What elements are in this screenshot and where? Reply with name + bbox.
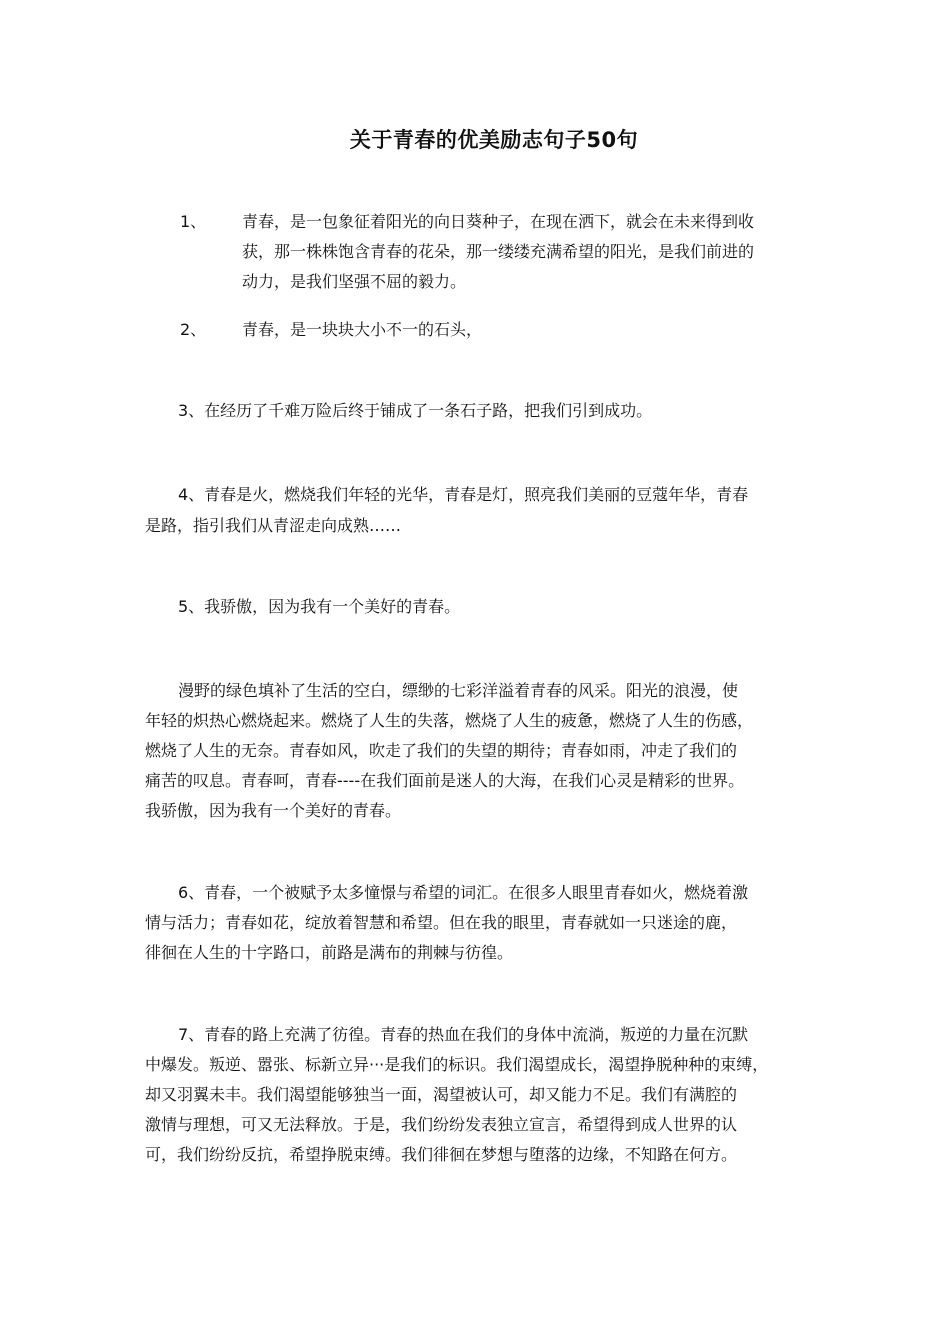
item-1-line: 动力，是我们坚强不屈的毅力。 <box>242 272 467 291</box>
item-1-line: 青春，是一包象征着阳光的向日葵种子，在现在洒下，就会在未来得到收 <box>242 212 755 231</box>
item-5-text: 5、我骄傲，因为我有一个美好的青春。 <box>178 597 461 616</box>
paragraph-line: 我骄傲，因为我有一个美好的青春。 <box>145 801 402 820</box>
paragraph-line: 漫野的绿色填补了生活的空白，缥缈的七彩洋溢着青春的风采。阳光的浪漫，使 <box>178 681 739 700</box>
item-6-line: 情与活力；青春如花，绽放着智慧和希望。但在我的眼里，青春就如一只迷途的鹿， <box>145 913 738 932</box>
paragraph-line: 燃烧了人生的无奈。青春如风，吹走了我们的失望的期待；青春如雨，冲走了我们的 <box>145 741 738 760</box>
item-7-line: 中爆发。叛逆、嚣张、标新立异···是我们的标识。我们渴望成长，渴望挣脱种种的束缚， <box>145 1055 769 1074</box>
item-1-number: 1、 <box>180 212 207 231</box>
item-4-line: 是路，指引我们从青涩走向成熟…… <box>145 516 402 535</box>
item-1-line: 获，那一株株饱含青春的花朵，那一缕缕充满希望的阳光，是我们前进的 <box>242 242 755 261</box>
item-7-line: 7、青春的路上充满了彷徨。青春的热血在我们的身体中流淌，叛逆的力量在沉默 <box>178 1025 749 1044</box>
item-7-line: 却又羽翼未丰。我们渴望能够独当一面，渴望被认可，却又能力不足。我们有满腔的 <box>145 1085 738 1104</box>
item-4-line: 4、青春是火，燃烧我们年轻的光华，青春是灯，照亮我们美丽的豆蔻年华，青春 <box>178 485 749 504</box>
item-7-line: 可，我们纷纷反抗，希望挣脱束缚。我们徘徊在梦想与堕落的边缘，不知路在何方。 <box>145 1145 738 1164</box>
paragraph-line: 年轻的炽热心燃烧起来。燃烧了人生的失落，燃烧了人生的疲惫，燃烧了人生的伤感， <box>145 711 754 730</box>
item-7-line: 激情与理想，可又无法释放。于是，我们纷纷发表独立宣言，希望得到成人世界的认 <box>145 1115 738 1134</box>
item-2-text: 青春，是一块块大小不一的石头， <box>242 320 483 339</box>
document-title: 关于青春的优美励志句子50句 <box>349 128 639 152</box>
item-6-line: 徘徊在人生的十字路口，前路是满布的荆棘与彷徨。 <box>145 943 514 962</box>
item-3-text: 3、在经历了千难万险后终于铺成了一条石子路，把我们引到成功。 <box>178 401 653 420</box>
item-6-line: 6、青春，一个被赋予太多憧憬与希望的词汇。在很多人眼里青春如火，燃烧着激 <box>178 883 749 902</box>
paragraph-line: 痛苦的叹息。青春呵，青春----在我们面前是迷人的大海，在我们心灵是精彩的世界。 <box>145 771 745 790</box>
item-2-number: 2、 <box>180 320 207 339</box>
